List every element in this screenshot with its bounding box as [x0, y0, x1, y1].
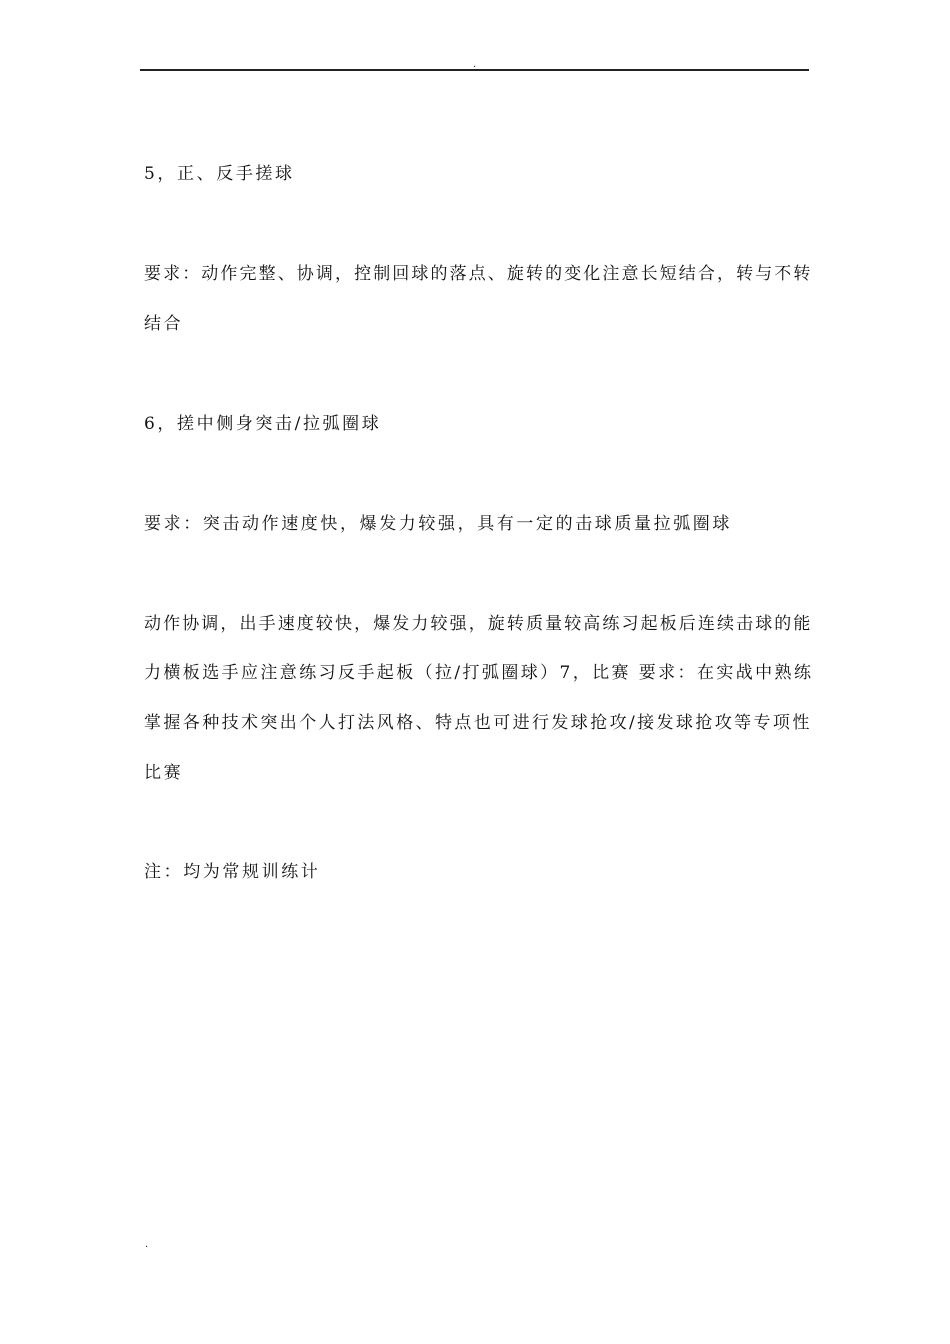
- paragraph-line3: 掌握各种技术突出个人打法风格、特点也可进行发球抢攻/接发球抢攻等专项性: [144, 713, 812, 733]
- item5-requirement-line1: 要求：动作完整、协调，控制回球的落点、旋转的变化注意长短结合，转与不转: [144, 264, 813, 284]
- paragraph-line4: 比赛: [144, 763, 184, 783]
- footer-mark: .: [145, 1239, 149, 1250]
- note-text: 注：均为常规训练计: [144, 862, 321, 882]
- paragraph-line2: 力横板选手应注意练习反手起板（拉/打弧圈球）7，比赛 要求：在实战中熟练: [144, 663, 814, 683]
- item6-title: 6，搓中侧身突击/拉弧圈球: [144, 414, 382, 434]
- paragraph-line1: 动作协调，出手速度较快，爆发力较强，旋转质量较高练习起板后连续击球的能: [144, 614, 813, 634]
- item6-requirement: 要求：突击动作速度快，爆发力较强，具有一定的击球质量拉弧圈球: [144, 514, 732, 534]
- header-rule: [140, 69, 809, 71]
- item5-requirement-line2: 结合: [144, 314, 184, 334]
- item5-title: 5，正、反手搓球: [144, 164, 295, 184]
- header-mark: .: [473, 59, 477, 70]
